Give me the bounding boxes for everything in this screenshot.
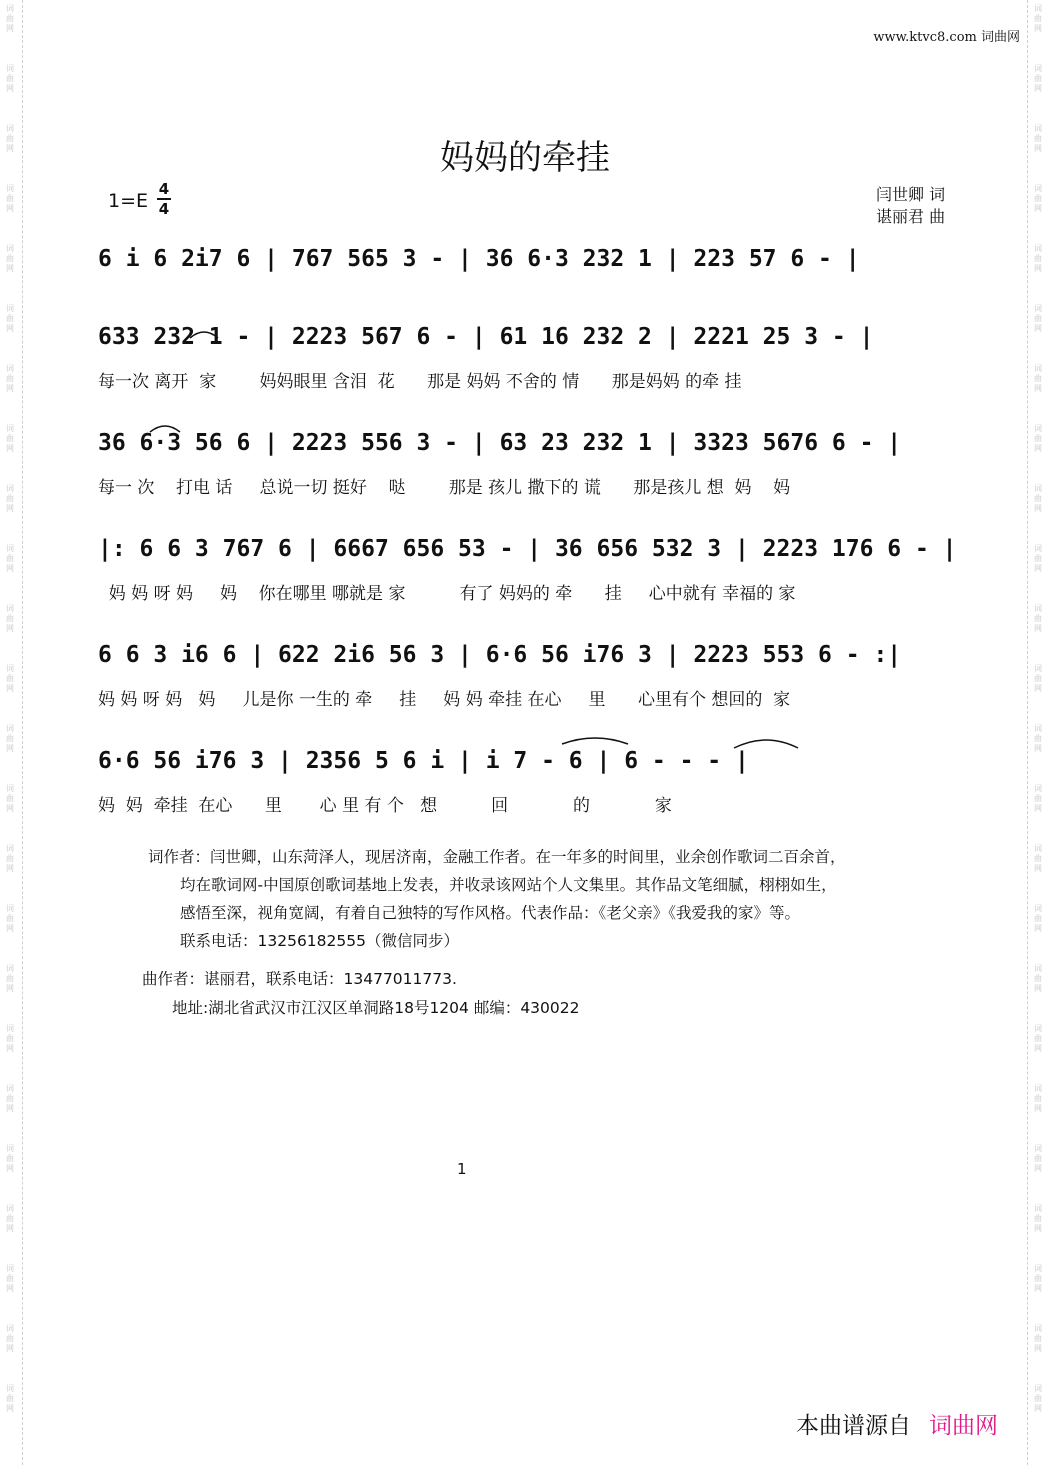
lyricist-credit: 闫世卿 词	[876, 185, 946, 204]
footer-source	[796, 1407, 998, 1440]
watermark-text: 词曲网	[1034, 604, 1042, 633]
watermark-text: 词曲网	[1034, 1144, 1042, 1173]
watermark-text: 词曲网	[6, 604, 14, 633]
watermark-text: 词曲网	[6, 364, 14, 393]
composer-credit: 谌丽君 曲	[876, 207, 946, 226]
lyric-line-5: 妈 妈 呀 妈 妈 儿是你 一生的 牵 挂 妈 妈 牵挂 在心 里 心里有个 想回的 家	[98, 690, 791, 710]
watermark-text: 词曲网	[1034, 544, 1042, 573]
watermark-text: 词曲网	[1034, 664, 1042, 693]
watermark-text: 词曲网	[1034, 1264, 1042, 1293]
page-number: 1	[457, 1160, 467, 1178]
watermark-text: 词曲网	[1034, 184, 1042, 213]
score-line-1: 6 i 6 2i7 6 | 767 565 3 - | 36 6·3 232 1 | 223 57 6 - |	[98, 246, 860, 272]
lyric-line-2: 每一次 离开 家 妈妈眼里 含泪 花 那是 妈妈 不舍的 情 那是妈妈 的牵 挂	[98, 372, 742, 392]
watermark-text: 词曲网	[1034, 784, 1042, 813]
watermark-text: 词曲网	[6, 1144, 14, 1173]
watermark-text: 词曲网	[6, 1204, 14, 1233]
watermark-text: 词曲网	[6, 904, 14, 933]
watermark-text: 词曲网	[1034, 364, 1042, 393]
watermark-text: 词曲网	[1034, 844, 1042, 873]
slur-mark	[150, 426, 180, 432]
meter-top: 4	[158, 180, 170, 198]
lyricist-contact: 联系电话：13256182555（微信同步）	[180, 932, 459, 950]
watermark-text: 词曲网	[1034, 4, 1042, 33]
watermark-text: 词曲网	[6, 1384, 14, 1413]
watermark-text: 词曲网	[6, 964, 14, 993]
composer-address: 地址:湖北省武汉市江汉区单洞路18号1204 邮编：430022	[172, 999, 580, 1017]
score-line-5: 6 6 3 i6 6 | 622 2i6 56 3 | 6·6 56 i76 3 | 2223 553 6 - :|	[98, 642, 902, 668]
lyric-line-6: 妈 妈 牵挂 在心 里 心 里 有 个 想 回 的 家	[98, 796, 672, 816]
watermark-text: 词曲网	[6, 124, 14, 153]
watermark-text: 词曲网	[6, 304, 14, 333]
key-signature: 1=E	[108, 190, 149, 212]
lyric-line-4: 妈 妈 呀 妈 妈 你在哪里 哪就是 家 有了 妈妈的 牵 挂 心中就有 幸福的 家	[98, 584, 796, 604]
watermark-text: 词曲网	[1034, 1084, 1042, 1113]
watermark-text: 词曲网	[1034, 304, 1042, 333]
watermark-text: 词曲网	[6, 4, 14, 33]
watermark-text: 词曲网	[6, 784, 14, 813]
site-url[interactable]: www.ktvc8.com 词曲网	[873, 30, 1020, 45]
footer-brand[interactable]: 词曲网	[929, 1413, 998, 1439]
watermark-text: 词曲网	[6, 664, 14, 693]
watermark-text: 词曲网	[1034, 424, 1042, 453]
watermark-text: 词曲网	[6, 1264, 14, 1293]
watermark-text: 词曲网	[1034, 904, 1042, 933]
composer-info: 曲作者：谌丽君，联系电话：13477011773.	[142, 970, 457, 988]
watermark-text: 词曲网	[6, 1324, 14, 1353]
score-line-2: 633 232 1 - | 2223 567 6 - | 61 16 232 2 | 2221 25 3 - |	[98, 324, 874, 350]
score-line-4: |: 6 6 3 767 6 | 6667 656 53 - | 36 656 532 3 | 2223 176 6 - |	[98, 536, 957, 562]
watermark-text: 词曲网	[1034, 1204, 1042, 1233]
watermark-text: 词曲网	[1034, 1024, 1042, 1053]
watermark-text: 词曲网	[6, 484, 14, 513]
watermark-text: 词曲网	[1034, 244, 1042, 273]
watermark-text: 词曲网	[6, 844, 14, 873]
watermark-text: 词曲网	[6, 424, 14, 453]
footer-source-text: 本曲谱源自	[796, 1413, 911, 1439]
lyricist-bio-3: 感悟至深，视角宽阔，有着自己独特的写作风格。代表作品：《老父亲》《我爱我的家》等。	[180, 904, 801, 922]
watermark-text: 词曲网	[1034, 1324, 1042, 1353]
lyricist-bio-2: 均在歌词网-中国原创歌词基地上发表，并收录该网站个人文集里。其作品文笔细腻，栩栩如生，	[180, 876, 837, 894]
watermark-text: 词曲网	[1034, 484, 1042, 513]
watermark-text: 词曲网	[6, 1084, 14, 1113]
watermark-text: 词曲网	[1034, 64, 1042, 93]
song-title: 妈妈的牵挂	[440, 138, 610, 178]
watermark-text: 词曲网	[6, 724, 14, 753]
watermark-text: 词曲网	[6, 544, 14, 573]
lyricist-bio-1: 词作者：闫世卿，山东菏泽人，现居济南，金融工作者。在一年多的时间里，业余创作歌词二百余首，	[148, 848, 846, 866]
score-line-3: 36 6·3 56 6 | 2223 556 3 - | 63 23 232 1 | 3323 5676 6 - |	[98, 430, 902, 456]
watermark-text: 词曲网	[6, 64, 14, 93]
slur-mark	[734, 740, 798, 748]
slur-mark	[190, 332, 218, 338]
watermark-text: 词曲网	[6, 184, 14, 213]
meter-bottom: 4	[158, 200, 170, 218]
score-line-6: 6·6 56 i76 3 | 2356 5 6 i | i 7 - 6 | 6 - - - |	[98, 748, 749, 774]
watermark-text: 词曲网	[6, 244, 14, 273]
watermark-text: 词曲网	[1034, 124, 1042, 153]
watermark-text: 词曲网	[1034, 1384, 1042, 1413]
lyric-line-3: 每一 次 打电 话 总说一切 挺好 哒 那是 孩儿 撒下的 谎 那是孩儿 想 妈 妈	[98, 478, 791, 498]
watermark-text: 词曲网	[1034, 964, 1042, 993]
watermark-text: 词曲网	[6, 1024, 14, 1053]
watermark-text: 词曲网	[1034, 724, 1042, 753]
slur-mark	[562, 738, 628, 744]
